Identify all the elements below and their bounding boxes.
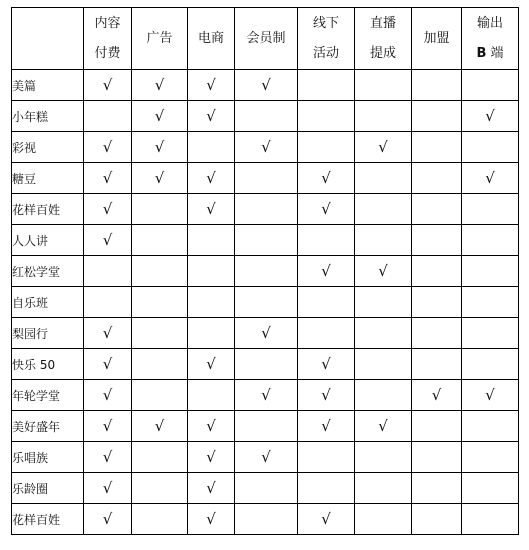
cell-live_commission	[355, 70, 412, 101]
cell-b2b_output	[462, 442, 519, 473]
check-mark: √	[321, 354, 331, 373]
cell-b2b_output	[462, 225, 519, 256]
column-header-line: 活动	[312, 45, 339, 61]
check-mark: √	[102, 354, 113, 373]
cell-ads	[132, 504, 188, 535]
cell-offline	[298, 194, 355, 225]
cell-ads	[132, 287, 188, 318]
cell-ads	[132, 318, 188, 349]
cell-ads	[132, 70, 188, 101]
column-header-line: 提成	[369, 45, 396, 61]
column-header-line: B 端	[476, 45, 504, 61]
cell-b2b_output	[462, 473, 519, 504]
cell-b2b_output	[462, 256, 519, 287]
check-mark: √	[154, 168, 165, 187]
cell-offline	[298, 287, 355, 318]
cell-content_pay	[84, 163, 132, 194]
check-mark: √	[154, 75, 165, 94]
cell-content_pay	[84, 380, 132, 411]
cell-membership	[235, 380, 298, 411]
cell-ecommerce	[188, 411, 235, 442]
check-mark: √	[206, 509, 216, 528]
row-name: 红松学堂	[12, 256, 84, 287]
cell-franchise	[412, 411, 462, 442]
header-row	[12, 8, 519, 70]
check-mark: √	[102, 323, 113, 342]
cell-membership	[235, 225, 298, 256]
check-mark: √	[321, 199, 331, 218]
cell-content_pay	[84, 473, 132, 504]
column-header-b2b_output	[462, 8, 519, 70]
check-mark: √	[154, 137, 165, 156]
row-name: 糖豆	[12, 163, 84, 194]
cell-membership	[235, 442, 298, 473]
column-header-line: 输出	[476, 15, 503, 31]
check-mark: √	[206, 478, 216, 497]
cell-live_commission	[355, 256, 412, 287]
cell-live_commission	[355, 225, 412, 256]
check-mark: √	[206, 106, 216, 125]
check-mark: √	[261, 75, 271, 94]
table-row	[12, 318, 519, 349]
cell-membership	[235, 411, 298, 442]
cell-ecommerce	[188, 256, 235, 287]
table-row	[12, 70, 519, 101]
check-mark: √	[485, 385, 495, 404]
check-mark: √	[206, 168, 216, 187]
table-row	[12, 380, 519, 411]
table-row	[12, 225, 519, 256]
cell-b2b_output	[462, 163, 519, 194]
cell-b2b_output	[462, 318, 519, 349]
check-mark: √	[261, 447, 271, 466]
cell-live_commission	[355, 194, 412, 225]
check-mark: √	[102, 509, 113, 528]
cell-offline	[298, 256, 355, 287]
cell-live_commission	[355, 504, 412, 535]
cell-ecommerce	[188, 504, 235, 535]
row-name: 乐龄圈	[12, 473, 84, 504]
cell-live_commission	[355, 287, 412, 318]
table-row	[12, 504, 519, 535]
column-header-line: 广告	[146, 30, 173, 46]
check-mark: √	[154, 416, 165, 435]
check-mark: √	[431, 385, 442, 404]
cell-ecommerce	[188, 380, 235, 411]
cell-membership	[235, 349, 298, 380]
table-row	[12, 473, 519, 504]
column-header-offline	[298, 8, 355, 70]
cell-live_commission	[355, 163, 412, 194]
cell-membership	[235, 101, 298, 132]
cell-ecommerce	[188, 442, 235, 473]
column-header-line: 直播	[369, 15, 396, 31]
row-name: 快乐 50	[12, 349, 84, 380]
cell-offline	[298, 504, 355, 535]
check-mark: √	[102, 137, 113, 156]
cell-ecommerce	[188, 318, 235, 349]
cell-b2b_output	[462, 287, 519, 318]
cell-ads	[132, 380, 188, 411]
column-header-line: 线下	[312, 15, 339, 31]
cell-live_commission	[355, 473, 412, 504]
check-mark: √	[378, 137, 388, 156]
cell-content_pay	[84, 442, 132, 473]
cell-franchise	[412, 132, 462, 163]
cell-content_pay	[84, 194, 132, 225]
row-name: 乐唱族	[12, 442, 84, 473]
cell-live_commission	[355, 349, 412, 380]
cell-ads	[132, 194, 188, 225]
check-mark: √	[102, 478, 113, 497]
row-name: 小年糕	[12, 101, 84, 132]
cell-ecommerce	[188, 163, 235, 194]
cell-offline	[298, 380, 355, 411]
check-mark: √	[102, 385, 113, 404]
column-header-ads	[132, 8, 188, 70]
cell-franchise	[412, 349, 462, 380]
cell-offline	[298, 318, 355, 349]
cell-ecommerce	[188, 132, 235, 163]
cell-franchise	[412, 442, 462, 473]
column-header-franchise	[412, 8, 462, 70]
cell-ecommerce	[188, 287, 235, 318]
row-name: 自乐班	[12, 287, 84, 318]
cell-offline	[298, 225, 355, 256]
check-mark: √	[321, 416, 331, 435]
cell-offline	[298, 473, 355, 504]
cell-content_pay	[84, 256, 132, 287]
cell-membership	[235, 163, 298, 194]
column-header-live_commission	[355, 8, 412, 70]
cell-ads	[132, 349, 188, 380]
cell-membership	[235, 194, 298, 225]
cell-b2b_output	[462, 504, 519, 535]
check-mark: √	[321, 261, 331, 280]
column-header-line: 电商	[197, 30, 224, 46]
row-name: 美好盛年	[12, 411, 84, 442]
check-mark: √	[321, 385, 331, 404]
row-name: 年轮学堂	[12, 380, 84, 411]
cell-ecommerce	[188, 225, 235, 256]
column-header-content_pay	[84, 8, 132, 70]
cell-franchise	[412, 70, 462, 101]
cell-live_commission	[355, 442, 412, 473]
matrix-body	[12, 70, 519, 535]
cell-ads	[132, 442, 188, 473]
table-row	[12, 101, 519, 132]
check-mark: √	[321, 509, 331, 528]
cell-live_commission	[355, 132, 412, 163]
table-row	[12, 349, 519, 380]
cell-ads	[132, 225, 188, 256]
check-mark: √	[102, 447, 113, 466]
cell-live_commission	[355, 318, 412, 349]
check-mark: √	[154, 106, 165, 125]
cell-content_pay	[84, 411, 132, 442]
cell-offline	[298, 101, 355, 132]
cell-membership	[235, 318, 298, 349]
column-header-line: 内容	[94, 15, 121, 31]
cell-content_pay	[84, 70, 132, 101]
cell-offline	[298, 349, 355, 380]
cell-ads	[132, 101, 188, 132]
row-name: 彩视	[12, 132, 84, 163]
check-mark: √	[102, 168, 113, 187]
table-row	[12, 194, 519, 225]
check-mark: √	[206, 354, 216, 373]
business-model-matrix	[11, 7, 519, 535]
row-name: 花样百姓	[12, 194, 84, 225]
cell-content_pay	[84, 132, 132, 163]
cell-ecommerce	[188, 473, 235, 504]
cell-membership	[235, 287, 298, 318]
cell-ads	[132, 132, 188, 163]
cell-live_commission	[355, 411, 412, 442]
check-mark: √	[321, 168, 331, 187]
cell-membership	[235, 256, 298, 287]
cell-franchise	[412, 194, 462, 225]
check-mark: √	[206, 447, 216, 466]
check-mark: √	[261, 137, 271, 156]
cell-content_pay	[84, 318, 132, 349]
cell-franchise	[412, 504, 462, 535]
cell-b2b_output	[462, 194, 519, 225]
cell-b2b_output	[462, 101, 519, 132]
cell-b2b_output	[462, 70, 519, 101]
cell-ecommerce	[188, 194, 235, 225]
cell-franchise	[412, 163, 462, 194]
row-name: 人人讲	[12, 225, 84, 256]
cell-franchise	[412, 380, 462, 411]
column-header-line: 会员制	[246, 30, 286, 46]
check-mark: √	[206, 416, 216, 435]
cell-membership	[235, 473, 298, 504]
table-row	[12, 442, 519, 473]
cell-franchise	[412, 256, 462, 287]
cell-franchise	[412, 473, 462, 504]
cell-offline	[298, 70, 355, 101]
cell-offline	[298, 163, 355, 194]
table-row	[12, 256, 519, 287]
cell-live_commission	[355, 101, 412, 132]
cell-offline	[298, 442, 355, 473]
cell-franchise	[412, 101, 462, 132]
cell-b2b_output	[462, 132, 519, 163]
cell-membership	[235, 132, 298, 163]
column-header-line: 付费	[94, 45, 121, 61]
cell-content_pay	[84, 504, 132, 535]
check-mark: √	[102, 416, 113, 435]
check-mark: √	[102, 75, 113, 94]
row-name: 梨园行	[12, 318, 84, 349]
cell-ecommerce	[188, 101, 235, 132]
cell-live_commission	[355, 380, 412, 411]
cell-b2b_output	[462, 380, 519, 411]
check-mark: √	[206, 199, 216, 218]
cell-content_pay	[84, 287, 132, 318]
cell-ads	[132, 163, 188, 194]
cell-franchise	[412, 225, 462, 256]
cell-ecommerce	[188, 70, 235, 101]
table-row	[12, 411, 519, 442]
check-mark: √	[378, 416, 388, 435]
cell-offline	[298, 411, 355, 442]
column-header-membership	[235, 8, 298, 70]
table-row	[12, 132, 519, 163]
cell-membership	[235, 70, 298, 101]
table-row	[12, 163, 519, 194]
column-header-ecommerce	[188, 8, 235, 70]
cell-franchise	[412, 318, 462, 349]
corner-cell	[12, 8, 84, 70]
cell-ecommerce	[188, 349, 235, 380]
cell-content_pay	[84, 349, 132, 380]
cell-ads	[132, 411, 188, 442]
check-mark: √	[102, 230, 113, 249]
cell-content_pay	[84, 101, 132, 132]
cell-ads	[132, 473, 188, 504]
cell-franchise	[412, 287, 462, 318]
check-mark: √	[102, 199, 113, 218]
check-mark: √	[378, 261, 388, 280]
cell-b2b_output	[462, 411, 519, 442]
row-name: 美篇	[12, 70, 84, 101]
cell-ads	[132, 256, 188, 287]
check-mark: √	[261, 385, 271, 404]
column-header-line: 加盟	[423, 30, 450, 46]
cell-b2b_output	[462, 349, 519, 380]
row-name: 花样百姓	[12, 504, 84, 535]
check-mark: √	[485, 106, 495, 125]
check-mark: √	[485, 168, 495, 187]
table-row	[12, 287, 519, 318]
cell-offline	[298, 132, 355, 163]
check-mark: √	[261, 323, 271, 342]
check-mark: √	[206, 75, 216, 94]
cell-membership	[235, 504, 298, 535]
cell-content_pay	[84, 225, 132, 256]
